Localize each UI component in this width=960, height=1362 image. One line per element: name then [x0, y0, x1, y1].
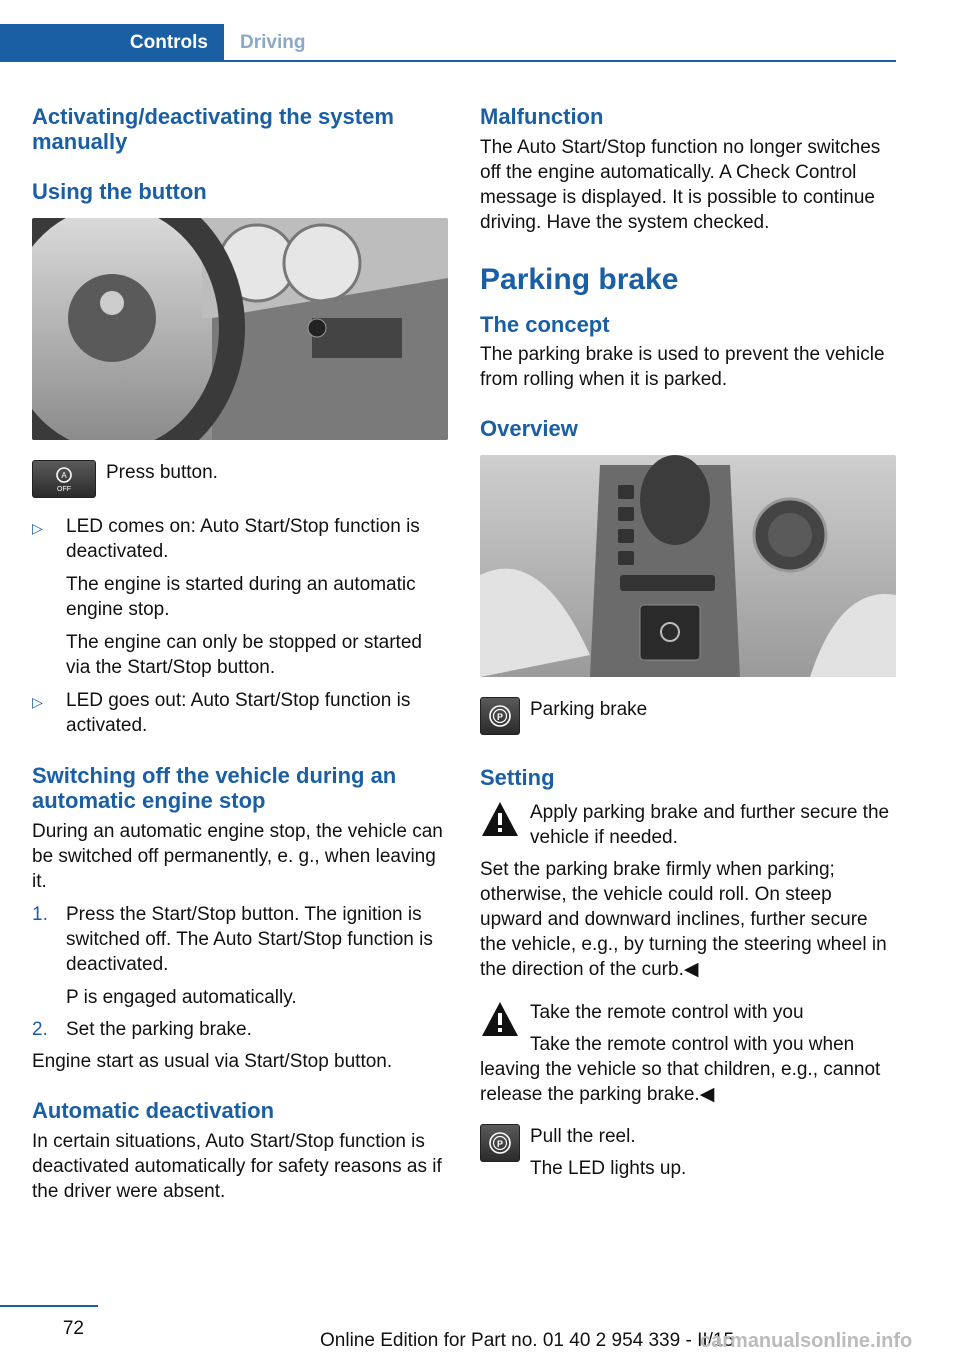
pull-reel-text: Pull the reel. — [530, 1126, 636, 1147]
parking-brake-label: Parking brake — [530, 699, 648, 720]
list-item: ▷ LED goes out: Auto Start/Stop function is activated. — [32, 690, 411, 736]
heading-setting: Setting — [480, 765, 555, 790]
paragraph-switching-off: During an automatic engine stop, the vehicle can be switched off permanently, e. g., when leaving it. — [32, 821, 443, 892]
center-console-photo — [480, 455, 896, 677]
steps-list — [32, 902, 448, 1042]
paragraph-automatic-deactivation: In certain situations, Auto Start/Stop function is deactivated automatically for safety reasons as if the driver were absent. — [32, 1131, 442, 1202]
auto-start-stop-off-icon — [32, 460, 96, 498]
warning-secure-row — [480, 800, 896, 850]
edition-text: Online Edition for Part no. 01 40 2 954 339 - II/15 — [320, 1330, 735, 1351]
page-header — [0, 0, 960, 62]
paragraph-engine-start: Engine start as usual via Start/Stop button. — [32, 1051, 393, 1072]
svg-text:OFF: OFF — [57, 486, 71, 493]
right-column — [480, 100, 896, 1181]
warning-triangle-icon — [480, 1000, 520, 1038]
tab-controls[interactable]: Controls — [0, 24, 224, 62]
heading-concept: The concept — [480, 312, 610, 337]
svg-text:P: P — [496, 1139, 504, 1149]
list-item: 1. Press the Start/Stop button. The ignition is switched off. The Auto Start/Stop function is deactivated. — [32, 904, 433, 975]
heading-using-button: Using the button — [32, 179, 207, 204]
heading-automatic-deactivation: Automatic deactivation — [32, 1098, 275, 1123]
console-illustration — [480, 455, 896, 677]
heading-parking-brake: Parking brake — [480, 263, 679, 296]
press-button-row — [32, 460, 448, 498]
list-item: 2. Set the parking brake. — [32, 1019, 252, 1040]
heading-activating: Activating/deactivating the system manually — [32, 104, 394, 154]
list-sub-item: The engine is started during an automatic engine stop. — [66, 574, 416, 620]
left-column — [32, 100, 448, 1204]
watermark: carmanualsonline.info — [700, 1330, 913, 1352]
footer-rule — [0, 1305, 98, 1307]
press-button-text: Press button. — [106, 462, 218, 483]
warning-remote-title: Take the remote control with you — [530, 1002, 804, 1023]
parking-brake-icon — [480, 697, 520, 735]
paragraph-setting: Set the parking brake firmly when parking; otherwise, the vehicle could roll. On steep upward and downward inclines, further secure the vehicle, e.g., by turning the steering wheel in the direction of the curb.◀ — [480, 859, 887, 980]
heading-switching-off: Switching off the vehicle during an automatic engine stop — [32, 763, 397, 813]
list-sub-item: The engine can only be stopped or started via the Start/Stop button. — [66, 632, 422, 678]
svg-text:P: P — [496, 712, 504, 722]
tab-driving[interactable]: Driving — [240, 32, 306, 53]
list-sub-item: P is engaged automatically. — [66, 987, 297, 1008]
paragraph-concept: The parking brake is used to prevent the vehicle from rolling when it is parked. — [480, 344, 885, 390]
pull-reel-row — [480, 1124, 896, 1181]
dashboard-illustration — [32, 218, 448, 440]
page-number: 72 — [62, 1318, 84, 1339]
triangle-bullet-icon: ▷ — [32, 694, 43, 710]
warning-secure-text: Apply parking brake and further secure the vehicle if needed. — [530, 802, 890, 848]
svg-text:A: A — [61, 471, 67, 480]
led-bullet-list — [32, 514, 448, 738]
led-lights-text: The LED lights up. — [530, 1158, 687, 1179]
list-item: ▷ LED comes on: Auto Start/Stop function is deactivated. — [32, 516, 420, 562]
heading-overview: Overview — [480, 416, 578, 441]
triangle-bullet-icon: ▷ — [32, 520, 43, 536]
warning-remote-row — [480, 1000, 896, 1057]
parking-brake-icon — [480, 1124, 520, 1162]
parking-brake-row — [480, 697, 896, 735]
warning-remote-text: leaving the vehicle so that children, e.g., cannot release the parking brake.◀ — [480, 1059, 881, 1105]
dashboard-photo — [32, 218, 448, 440]
warning-remote-first-line: Take the remote control with you when — [530, 1034, 855, 1055]
warning-triangle-icon — [480, 800, 520, 838]
header-rule — [224, 60, 896, 62]
heading-malfunction: Malfunction — [480, 104, 604, 129]
paragraph-malfunction: The Auto Start/Stop function no longer switches off the engine automatically. A Check Control message is displayed. It is possible to continue driving. Have the system checked. — [480, 137, 881, 233]
